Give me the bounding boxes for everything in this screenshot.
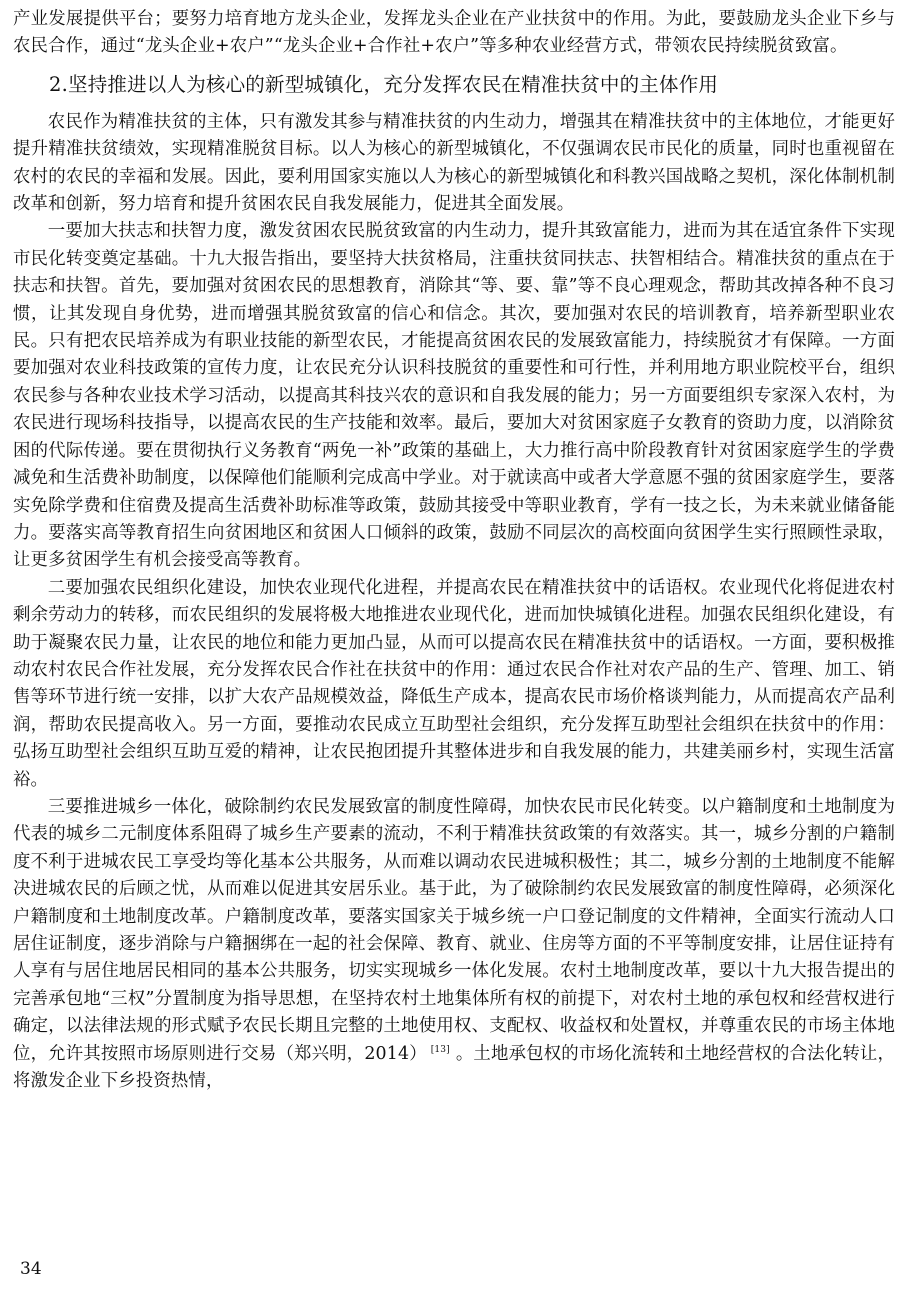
body-paragraph-4-tail: 。土地承包权的市场化流转和土地经营权的合法化转让，将激发企业下乡投资热情， — [13, 1043, 895, 1092]
body-paragraph-4-text: 三要推进城乡一体化，破除制约农民发展致富的制度性障碍，加快农民市民化转变。以户籍制度和土地制度为代表的城乡二元制度体系阻碍了城乡生产要素的流动，不利于精准扶贫政策的有效落实。其一，城乡分割的户籍制度不利于进城农民工享受均等化基本公共服务，从而难以调动农民进城积极性；其二，城乡分割的土地制度不能解决进城农民的后顾之忧，从而难以促进其安居乐业。基于此，为了破除制约农民发展致富的制度性障碍，必须深化户籍制度和土地制度改革。户籍制度改革，要落实国家关于城乡统一户口登记制度的文件精神，全面实行流动人口居住证制度，逐步消除与户籍捆绑在一起的社会保障、教育、就业、住房等方面的不平等制度安排，让居住证持有人享有与居住地居民相同的基本公共服务，切实实现城乡一体化发展。农村土地制度改革，要以十九大报告提出的完善承包地“三权”分置制度为指导思想，在坚持农村土地集体所有权的前提下，对农村土地的承包权和经营权进行确定，以法律法规的形式赋予农民长期且完整的土地使用权、支配权、收益权和处置权，并尊重农民的市场主体地位，允许其按照市场原则进行交易（郑兴明，2014） — [13, 796, 895, 1064]
section-heading: 2.坚持推进以人为核心的新型城镇化，充分发挥农民在精准扶贫中的主体作用 — [49, 72, 719, 96]
body-paragraph-3: 二要加强农民组织化建设，加快农业现代化进程，并提高农民在精准扶贫中的话语权。农业现代化将促进农村剩余劳动力的转移，而农民组织的发展将极大地推进农业现代化，进而加快城镇化进程。加强农民组织化建设，有助于凝聚农民力量，让农民的地位和能力更加凸显，从而可以提高农民在精准扶贫中的话语权。一方面，要积极推动农村农民合作社发展，充分发挥农民合作社在扶贫中的作用：通过农民合作社对农产品的生产、管理、加工、销售等环节进行统一安排，以扩大农产品规模效益，降低生产成本，提高农民市场价格谈判能力，从而提高农产品利润，帮助农民提高收入。另一方面，要推动农民成立互助型社会组织，充分发挥互助型社会组织在扶贫中的作用：弘扬互助型社会组织互助互爱的精神，让农民抱团提升其整体进步和自我发展的能力，共建美丽乡村，实现生活富裕。 — [13, 577, 895, 790]
body-paragraph-1: 农民作为精准扶贫的主体，只有激发其参与精准扶贫的内生动力，增强其在精准扶贫中的主体地位，才能更好提升精准扶贫绩效，实现精准脱贫目标。以人为核心的新型城镇化，不仅强调农民市民化的质量，同时也重视留在农村的农民的幸福和发展。因此，要利用国家实施以人为核心的新型城镇化和科教兴国战略之契机，深化体制机制改革和创新，努力培育和提升贫困农民自我发展能力，促进其全面发展。 — [13, 111, 895, 215]
body-paragraph-2: 一要加大扶志和扶智力度，激发贫困农民脱贫致富的内生动力，提升其致富能力，进而为其在适宜条件下实现市民化转变奠定基础。十九大报告指出，要坚持大扶贫格局，注重扶贫同扶志、扶智相结合。精准扶贫的重点在于扶志和扶智。首先，要加强对贫困农民的思想教育，消除其“等、要、靠”等不良心理观念，帮助其改掉各种不良习惯，让其发现自身优势，进而增强其脱贫致富的信心和信念。其次，要加强对农民的培训教育，培养新型职业农民。只有把农民培养成为有职业技能的新型农民，才能提高贫困农民的发展致富能力，持续脱贫才有保障。一方面要加强对农业科技政策的宣传力度，让农民充分认识科技脱贫的重要性和可行性，并利用地方职业院校平台，组织农民参与各种农业技术学习活动，以提高其科技兴农的意识和自我发展的能力；另一方面要组织专家深入农村，为农民进行现场科技指导，以提高农民的生产技能和效率。最后，要加大对贫困家庭子女教育的资助力度，以消除贫困的代际传递。要在贯彻执行义务教育“两免一补”政策的基础上，大力推行高中阶段教育针对贫困家庭学生的学费减免和生活费补助制度，以保障他们能顺利完成高中学业。对于就读高中或者大学意愿不强的贫困家庭学生，要落实免除学费和住宿费及提高生活费补助标准等政策，鼓励其接受中等职业教育，学有一技之长，为未来就业储备能力。要落实高等教育招生向贫困地区和贫困人口倾斜的政策，鼓励不同层次的高校面向贫困学生实行照顾性录取，让更多贫困学生有机会接受高等教育。 — [13, 221, 895, 571]
citation-mark: [13] — [430, 1044, 450, 1055]
document-page — [13, 6, 895, 1095]
body-paragraph-4 — [13, 794, 895, 1095]
intro-paragraph: 产业发展提供平台；要努力培育地方龙头企业，发挥龙头企业在产业扶贫中的作用。为此，要鼓励龙头企业下乡与农民合作，通过“龙头企业+农户”“龙头企业+合作社+农户”等多种农业经营方式，带领农民持续脱贫致富。 — [13, 9, 895, 57]
page-number: 34 — [20, 1259, 42, 1279]
